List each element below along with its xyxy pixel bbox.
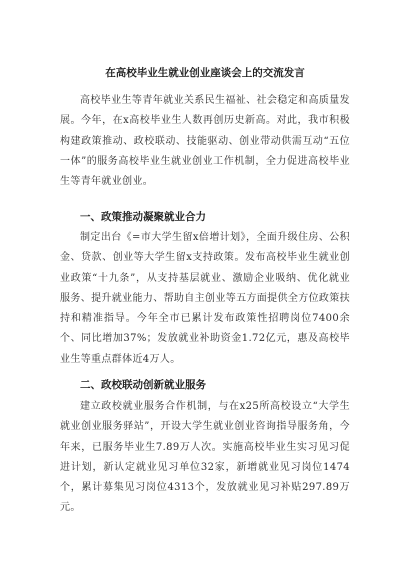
section-body-cooperation: 建立政校就业服务合作机制，与在x25所高校设立“大学生就业创业服务驿站”，开设大学生就业创业咨询指导服务角，今年来，已服务毕业生7.89万人次。实施高校毕业生实习见习促进计划，新认定就业见习单位32家，新增就业见习岗位1474个，累计募集见习岗位4313个，发放就业见习补贴297.89万元。 (60, 401, 350, 514)
intro-paragraph: 高校毕业生等青年就业关系民生福祉、社会稳定和高质量发展。今年，在x高校毕业生人数再创历史新高。对此，我市积极构建政策推动、政校联动、技能驱动、创业带动供需互动“五位一体”的服务高校毕业生就业创业工作机制，全力促进高校毕业生等青年就业创业。 (60, 95, 350, 188)
section-heading-policy: 一、政策推动凝聚就业合力 (80, 211, 206, 223)
section-heading-cooperation: 二、政校联动创新就业服务 (80, 379, 206, 391)
section-body-policy: 制定出台《=市大学生留x倍增计划》，全面升级住房、公积金、贷款、创业等大学生留x支持政策。发布高校毕业生就业创业政策“十九条”，从支持基层就业、激励企业吸纳、优化就业服务、提升就业能力、帮助自主创业等五方面提供全方位政策扶持和精准指导。今年全市已累计发布政策性招聘岗位7400余个、同比增加37%；发放就业补助资金1.72亿元，惠及高校毕业生等重点群体近4万人。 (60, 232, 350, 365)
document-title: 在高校毕业生就业创业座谈会上的交流发言 (105, 67, 305, 79)
